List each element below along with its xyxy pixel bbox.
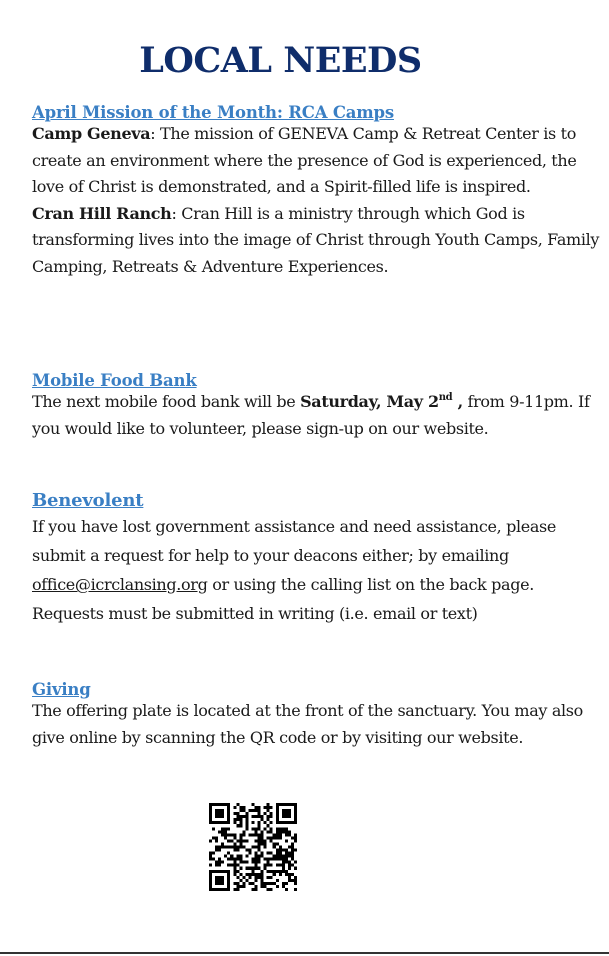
food-bank-date: Saturday, May 2 bbox=[300, 392, 439, 411]
benevolent-heading: Benevolent bbox=[32, 490, 144, 511]
food-bank-date-suffix: nd bbox=[438, 392, 453, 403]
benevolent-body bbox=[32, 512, 604, 628]
benevolent-text-after: or using the calling list on the back page. Requests must be submitted in writing (i.e. email or text) bbox=[32, 575, 534, 623]
food-bank-text-before: The next mobile food bank will be bbox=[32, 392, 301, 411]
mission-section bbox=[32, 103, 604, 280]
food-bank-text-after: from 9-11pm. If you would like to volunteer, please sign-up on our website. bbox=[32, 392, 590, 438]
page-title: LOCAL NEEDS bbox=[139, 40, 422, 81]
mission-body bbox=[32, 121, 604, 280]
benevolent-email-link[interactable]: office@icrclansing.org bbox=[32, 575, 208, 594]
food-bank-section bbox=[32, 371, 604, 442]
bottom-rule bbox=[0, 952, 609, 954]
giving-section bbox=[32, 680, 604, 751]
giving-heading: Giving bbox=[32, 680, 91, 699]
benevolent-text-before: If you have lost government assistance and need assistance, please submit a request for help to your deacons either; by emailing bbox=[32, 517, 557, 565]
qr-code-icon[interactable] bbox=[209, 803, 297, 891]
food-bank-heading: Mobile Food Bank bbox=[32, 371, 197, 390]
camp-geneva-name: Camp Geneva bbox=[32, 124, 151, 143]
cran-hill-name: Cran Hill Ranch bbox=[32, 203, 172, 223]
benevolent-section bbox=[32, 490, 604, 628]
camp-geneva-text: : The mission of GENEVA Camp & Retreat Center is to create an environment where the presence of God is experienced, the love of Christ is demonstrated, and a Spirit-filled life is inspired. bbox=[32, 124, 577, 196]
cran-hill-text: : Cran Hill is a ministry through which God is transforming lives into the image of Christ through Youth Camps, Family Camping, Retreats & Adventure Experiences. bbox=[32, 203, 600, 276]
food-bank-comma: , bbox=[452, 392, 463, 411]
giving-body: The offering plate is located at the front of the sanctuary. You may also give online by scanning the QR code or by visiting our website. bbox=[32, 701, 583, 747]
food-bank-body bbox=[32, 389, 604, 442]
mission-heading: April Mission of the Month: RCA Camps bbox=[32, 103, 394, 122]
